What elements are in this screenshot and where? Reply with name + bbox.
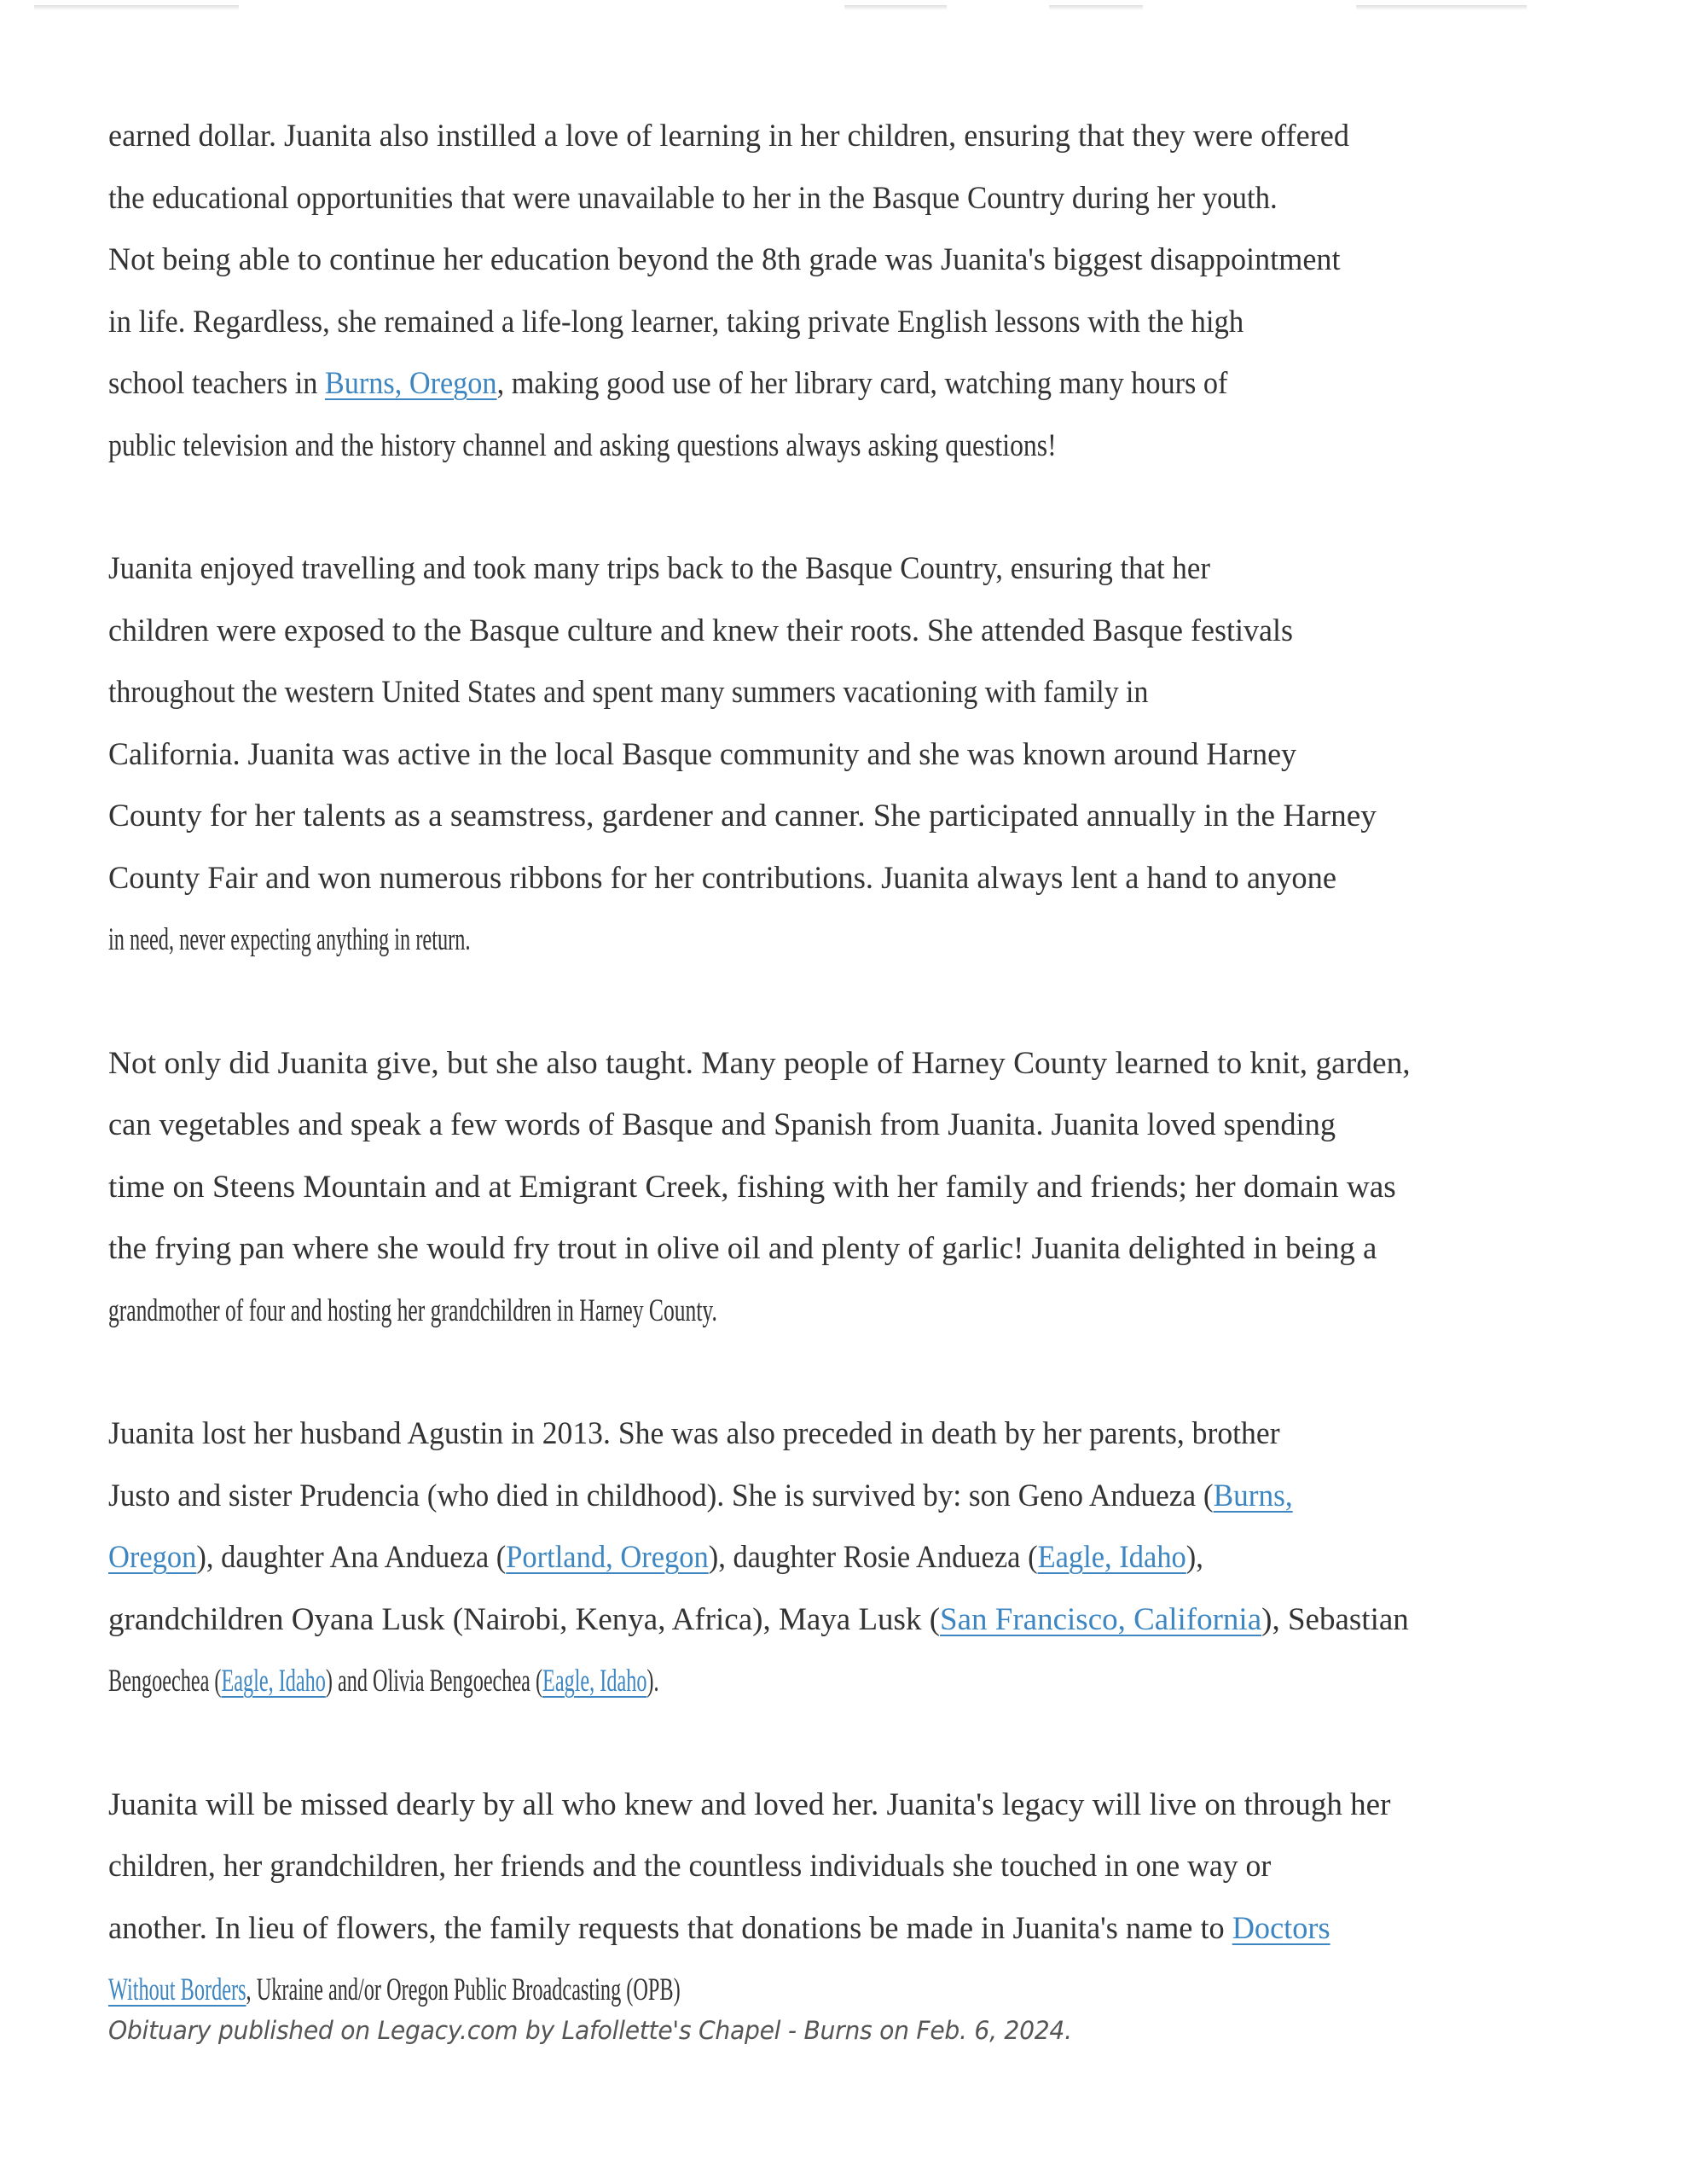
text-run: Bengoechea (: [108, 1664, 222, 1699]
text-run: Juanita will be missed dearly by all who knew and loved her. Juanita's legacy will live on through her: [108, 1786, 1391, 1822]
text-run: the educational opportunities that were unavailable to her in the Basque Country during her youth.: [108, 180, 1278, 216]
text-line: [108, 538, 1522, 601]
text-line: [108, 1651, 1091, 1713]
location-link[interactable]: Eagle, Idaho: [542, 1664, 647, 1699]
text-run: ),: [1186, 1540, 1203, 1575]
location-link[interactable]: Eagle, Idaho: [1037, 1540, 1186, 1575]
paragraph: [108, 106, 1609, 477]
text-line: [108, 292, 1514, 354]
paragraph: [108, 538, 1609, 972]
text-line: [108, 786, 1618, 848]
text-run: time on Steens Mountain and at Emigrant Creek, fishing with her family and friends; her domain was: [108, 1169, 1396, 1205]
scan-edge-shadow: [34, 5, 239, 10]
text-line: [108, 1403, 1554, 1466]
text-run: , Ukraine and/or Oregon Public Broadcasting (OPB): [246, 1972, 681, 2007]
text-line: [108, 1033, 1626, 1095]
text-run: Not only did Juanita give, but she also taught. Many people of Harney County learned to knit, garden,: [108, 1045, 1411, 1081]
text-run: children were exposed to the Basque culture and knew their roots. She attended Basque festivals: [108, 613, 1294, 648]
text-run: the frying pan where she would fry trout in olive oil and plenty of garlic! Juanita delighted in being a: [108, 1231, 1377, 1266]
text-run: ) and Olivia Bengoechea (: [325, 1664, 543, 1699]
text-run: ).: [646, 1664, 659, 1699]
text-run: children, her grandchildren, her friends and the countless individuals she touched in one way or: [108, 1849, 1272, 1884]
location-link[interactable]: Eagle, Idaho: [221, 1664, 326, 1699]
text-run: public television and the history channel and asking questions always asking questions!: [108, 427, 1057, 463]
location-link[interactable]: Doctors: [1232, 1910, 1330, 1946]
text-line: [108, 1157, 1618, 1219]
text-line: [108, 1281, 1145, 1343]
text-line: [108, 1527, 1507, 1589]
text-line: [108, 1960, 1093, 2022]
text-line: [108, 909, 1096, 972]
text-line: [108, 415, 1396, 478]
text-line: [108, 848, 1586, 910]
text-line: [108, 1218, 1602, 1281]
text-line: [108, 1898, 1580, 1960]
text-run: County Fair and won numerous ribbons for her contributions. Juanita always lent a hand to anyone: [108, 860, 1337, 896]
publication-caption: Obituary published on Legacy.com by Lafollette's Chapel - Burns on Feb. 6, 2024.: [108, 2016, 1072, 2045]
text-run: ), daughter Ana Andueza (: [196, 1540, 507, 1575]
text-run: in life. Regardless, she remained a life-long learner, taking private English lessons with the high: [108, 304, 1244, 340]
scan-edge-shadow: [1049, 5, 1143, 10]
location-link[interactable]: Burns,: [1213, 1478, 1293, 1513]
paragraph: [108, 1774, 1609, 2022]
location-link[interactable]: Portland, Oregon: [506, 1540, 709, 1575]
location-link[interactable]: Oregon: [108, 1540, 197, 1575]
location-link[interactable]: Burns, Oregon: [324, 366, 497, 401]
text-run: in need, never expecting anything in return.: [108, 922, 471, 957]
text-line: [108, 353, 1498, 415]
text-line: [108, 1095, 1585, 1157]
text-line: [108, 601, 1569, 663]
text-run: throughout the western United States and spent many summers vacationing with family in: [108, 675, 1149, 710]
text-run: Justo and sister Prudencia (who died in childhood). She is survived by: son Geno Andueza (: [108, 1478, 1214, 1513]
text-run: can vegetables and speak a few words of Basque and Spanish from Juanita. Juanita loved spending: [108, 1107, 1336, 1142]
scan-edge-shadow: [1356, 5, 1527, 10]
text-line: [108, 229, 1575, 292]
text-run: County for her talents as a seamstress, gardener and canner. She participated annually in the Harney: [108, 799, 1377, 834]
scan-edge-shadow: [844, 5, 947, 10]
text-run: ), Sebastian: [1261, 1601, 1409, 1637]
text-line: [108, 724, 1565, 787]
text-run: , making good use of her library card, watching many hours of: [496, 366, 1228, 401]
text-line: [108, 168, 1522, 230]
text-run: Juanita enjoyed travelling and took many trips back to the Basque Country, ensuring that her: [108, 551, 1210, 586]
text-run: Juanita lost her husband Agustin in 2013. She was also preceded in death by her parents, brother: [108, 1416, 1280, 1451]
text-line: [108, 1774, 1611, 1837]
text-line: [108, 1589, 1609, 1652]
paragraph: [108, 1033, 1609, 1343]
paragraph: [108, 1403, 1609, 1713]
text-line: [108, 1836, 1556, 1898]
text-run: earned dollar. Juanita also instilled a love of learning in her children, ensuring that they were offered: [108, 119, 1349, 154]
text-run: school teachers in: [108, 366, 325, 401]
location-link[interactable]: San Francisco, California: [940, 1601, 1262, 1637]
text-run: grandchildren Oyana Lusk (Nairobi, Kenya, Africa), Maya Lusk (: [108, 1601, 941, 1637]
text-run: another. In lieu of flowers, the family requests that donations be made in Juanita's name to: [108, 1910, 1232, 1946]
text-run: grandmother of four and hosting her grandchildren in Harney County.: [108, 1292, 717, 1328]
text-line: [108, 1466, 1538, 1528]
text-run: ), daughter Rosie Andueza (: [708, 1540, 1038, 1575]
text-line: [108, 106, 1577, 168]
text-run: Not being able to continue her education beyond the 8th grade was Juanita's biggest disappointment: [108, 242, 1341, 277]
obituary-body: [108, 106, 1609, 2083]
text-line: [108, 662, 1481, 724]
location-link[interactable]: Without Borders: [108, 1972, 246, 2007]
text-run: California. Juanita was active in the local Basque community and she was known around Harney: [108, 736, 1297, 772]
